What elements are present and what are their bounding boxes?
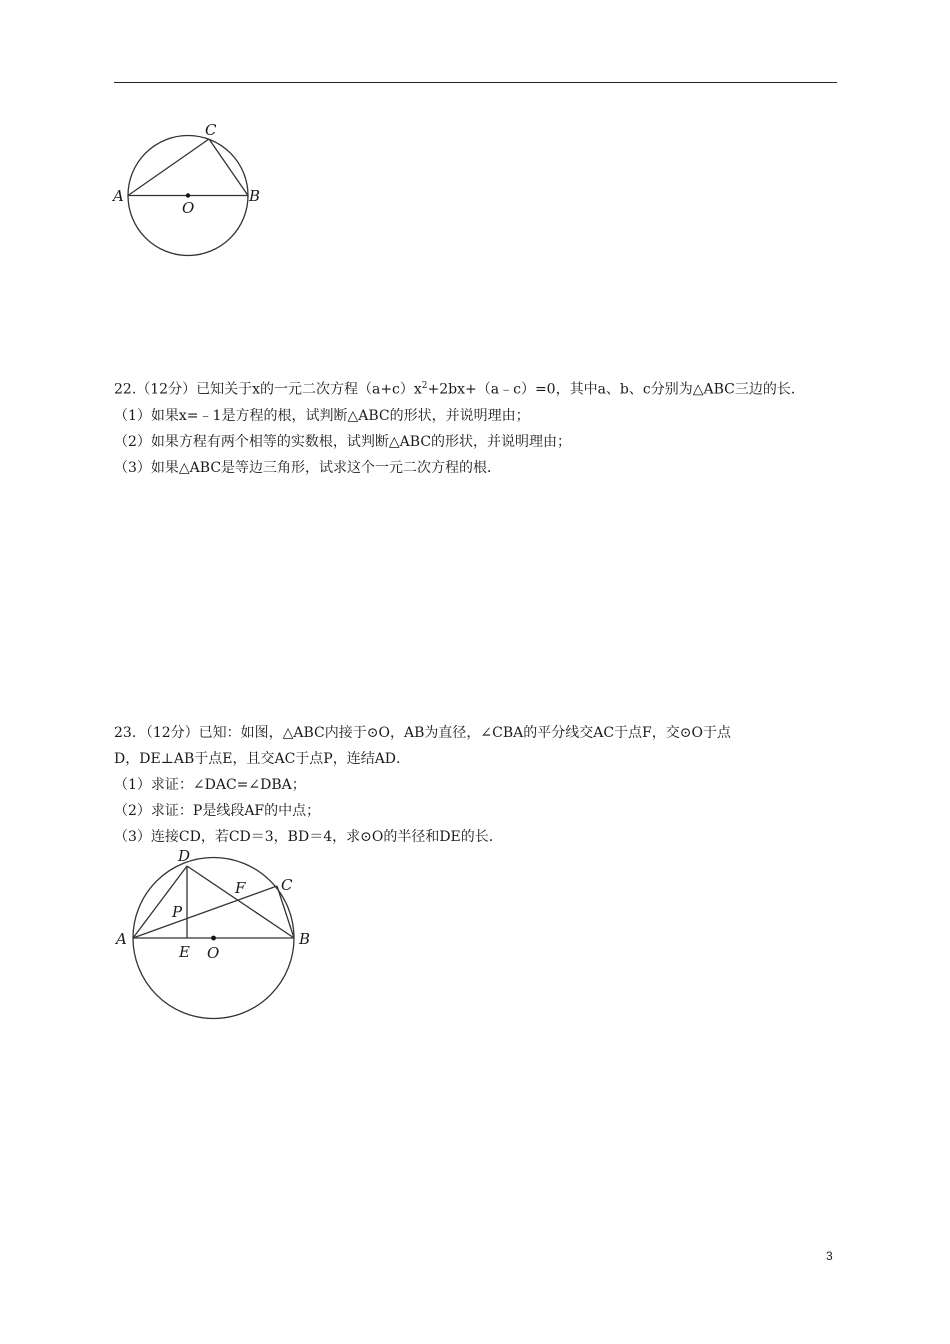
label-b: B <box>249 187 261 205</box>
label-f: F <box>235 879 246 897</box>
exponent: 2 <box>421 381 428 391</box>
question-23-part-1: （1）求证：∠DAC=∠DBA； <box>114 777 306 793</box>
center-point <box>186 193 190 197</box>
question-23-part-3: （3）连接CD，若CD＝3，BD＝4，求⊙O的半径和DE的长． <box>114 829 503 845</box>
label-d: D <box>178 847 191 865</box>
label-e: E <box>179 943 190 961</box>
question-22-stem: 22.（12分）已知关于x的一元二次方程$(a+c)x^2+2bx+(a﹣c)=0$，其中a、b、c分别为△ABC三边的长． <box>114 381 805 398</box>
header-rule <box>114 82 837 83</box>
question-22-part-3: （3）如果△ABC是等边三角形，试求这个一元二次方程的根． <box>114 459 502 476</box>
question-23-part-2: （2）求证：P是线段AF的中点； <box>114 803 321 819</box>
label-a: A <box>113 187 124 205</box>
page-number: 3 <box>826 1249 833 1263</box>
question-23-stem-line-1: 23．（12分）已知：如图，△ABC内接于⊙O，AB为直径，∠CBA的平分线交AC于点F，交⊙O于点 <box>114 725 731 741</box>
label-b: B <box>299 930 311 948</box>
figure-2-circle-geometry <box>108 842 323 1027</box>
segment-ac <box>128 139 209 196</box>
label-o: O <box>182 199 195 217</box>
question-22 <box>114 373 805 481</box>
center-point <box>211 936 216 941</box>
question-23 <box>114 720 731 850</box>
label-c: C <box>205 121 217 139</box>
label-a: A <box>116 930 127 948</box>
question-22-part-1: （1）如果x=﹣1是方程的根，试判断△ABC的形状，并说明理由； <box>114 407 530 424</box>
question-23-stem-line-2: D，DE⊥AB于点E，且交AC于点P，连结AD． <box>114 751 411 767</box>
label-p: P <box>172 903 183 921</box>
label-o: O <box>207 944 220 962</box>
segment-db <box>187 866 294 938</box>
figure-1-circle-triangle <box>108 118 268 263</box>
label-c: C <box>281 876 293 894</box>
question-22-part-2: （2）如果方程有两个相等的实数根，试判断△ABC的形状，并说明理由； <box>114 433 572 450</box>
segment-bc <box>209 139 248 196</box>
